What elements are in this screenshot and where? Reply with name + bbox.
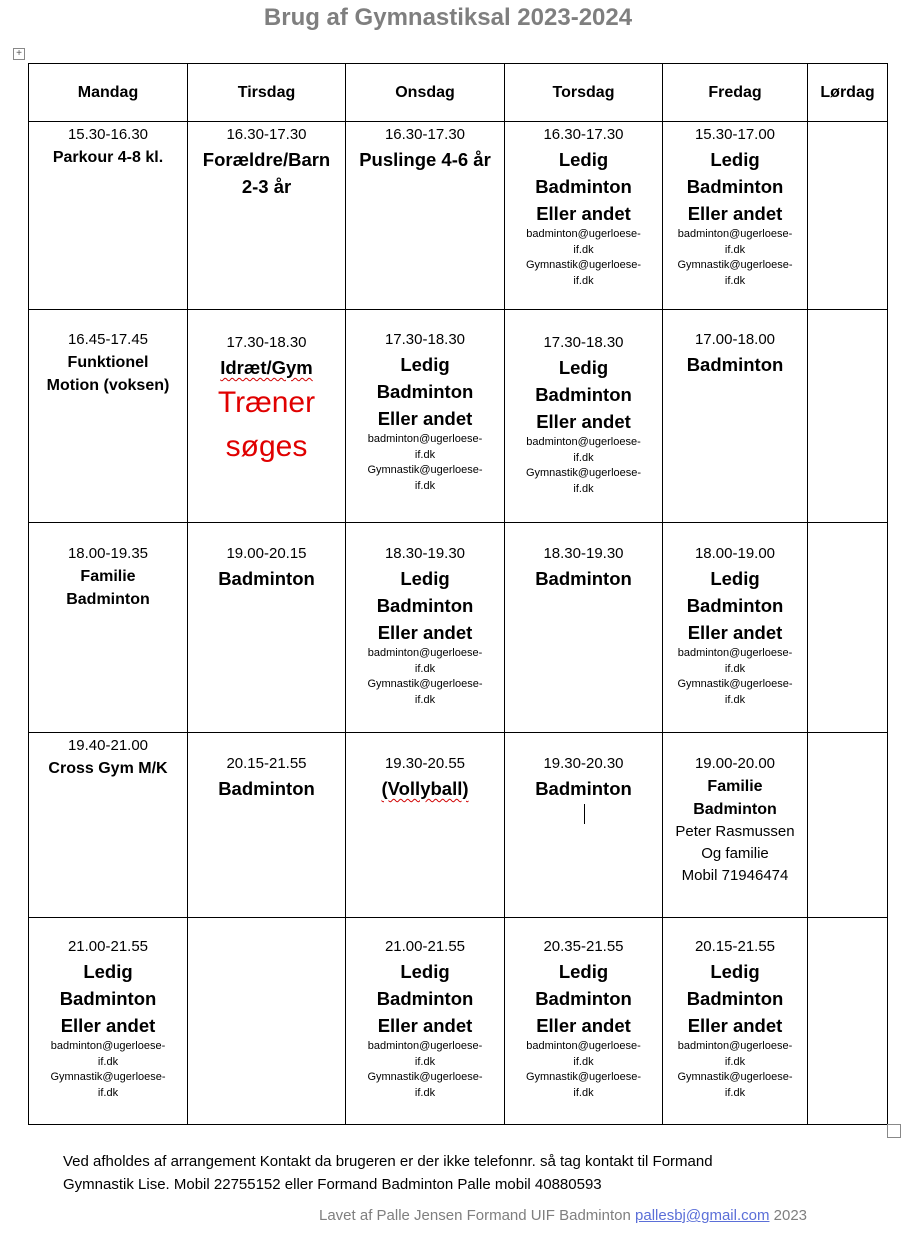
activity-title: Eller andet (687, 1015, 783, 1036)
contact-email: badminton@ugerloese- (526, 228, 641, 240)
activity-title: Eller andet (60, 1015, 156, 1036)
contact-email: Gymnastik@ugerloese- (367, 464, 483, 476)
contact-email: if.dk (724, 243, 746, 256)
activity-label: Cross Gym M/K (48, 760, 168, 777)
table-resize-handle[interactable] (887, 1124, 901, 1138)
activity-title: Eller andet (536, 411, 631, 432)
contact-email: badminton@ugerloese- (526, 1040, 641, 1052)
table-row (29, 523, 888, 733)
time-slot: 18.00-19.35 (67, 545, 149, 562)
schedule-cell-torsdag (505, 122, 663, 310)
schedule-cell-mandag (29, 733, 188, 918)
day-header-fredag: Fredag (663, 64, 808, 122)
schedule-cell-tirsdag (188, 310, 346, 523)
contact-email: if.dk (414, 1086, 436, 1099)
table-row (29, 733, 888, 918)
activity-title: Eller andet (377, 1015, 473, 1036)
activity-title: Eller andet (377, 622, 473, 643)
credit-prefix: Lavet af Palle Jensen Formand UIF Badminton (319, 1207, 631, 1224)
schedule-cell-fredag (663, 733, 808, 918)
schedule-cell-mandag (29, 122, 188, 310)
contact-note: Mobil 71946474 (681, 867, 789, 884)
schedule-cell-torsdag (505, 523, 663, 733)
text-cursor (584, 804, 585, 824)
contact-email: if.dk (573, 1086, 594, 1099)
schedule-cell-onsdag (346, 310, 505, 523)
schedule-cell-mandag (29, 523, 188, 733)
schedule-cell-onsdag (346, 122, 505, 310)
header-row (29, 64, 888, 122)
contact-email: if.dk (97, 1055, 119, 1068)
table-move-handle-icon[interactable]: + (13, 48, 25, 60)
contact-email: badminton@ugerloese- (367, 1040, 483, 1052)
table-row (29, 918, 888, 1125)
activity-title: Ledig (710, 961, 760, 982)
day-header-lordag: Lørdag (808, 64, 888, 122)
schedule-cell-onsdag (346, 918, 505, 1125)
contact-email: Gymnastik@ugerloese- (50, 1071, 166, 1083)
activity-title: Badminton (535, 176, 632, 197)
time-slot: 15.30-16.30 (67, 126, 149, 143)
schedule-cell-lordag (808, 310, 888, 523)
time-slot: 18.00-19.00 (694, 545, 776, 562)
activity-title: Ledig (710, 568, 760, 589)
activity-title: Eller andet (687, 203, 783, 224)
contact-email: if.dk (573, 274, 594, 287)
activity-title: Badminton (376, 381, 474, 402)
schedule-cell-torsdag (505, 733, 663, 918)
time-slot: 21.00-21.55 (384, 938, 466, 955)
contact-email: if.dk (414, 448, 436, 461)
schedule-cell-tirsdag (188, 523, 346, 733)
activity-title: (Vollyball) (381, 778, 469, 799)
credit-year: 2023 (773, 1207, 808, 1224)
activity-label: Familie (707, 778, 763, 795)
schedule-cell-lordag (808, 523, 888, 733)
contact-email: Gymnastik@ugerloese- (677, 1071, 793, 1083)
activity-title: Ledig (558, 961, 609, 982)
contact-email: if.dk (573, 1055, 594, 1068)
day-header-onsdag: Onsdag (346, 64, 505, 122)
day-header-tirsdag: Tirsdag (188, 64, 346, 122)
activity-label: Familie (80, 568, 136, 585)
table-row (29, 310, 888, 523)
activity-title: Badminton (535, 778, 632, 799)
contact-email: Gymnastik@ugerloese- (677, 259, 793, 271)
contact-email: badminton@ugerloese- (367, 433, 483, 445)
schedule-cell-torsdag (505, 310, 663, 523)
contact-email: Gymnastik@ugerloese- (367, 1071, 483, 1083)
contact-email: if.dk (724, 1086, 746, 1099)
credit-email-link[interactable]: pallesbj@gmail.com (635, 1207, 770, 1224)
activity-title: Eller andet (536, 1015, 631, 1036)
trainer-wanted-text: Træner (217, 386, 316, 419)
contact-email: if.dk (573, 243, 594, 256)
activity-label: Badminton (66, 591, 150, 608)
activity-title: Idræt/Gym (220, 357, 313, 378)
activity-title: Ledig (400, 354, 450, 375)
footer-note (63, 1150, 843, 1196)
schedule-cell-tirsdag (188, 918, 346, 1125)
activity-title: Badminton (686, 595, 784, 616)
contact-email: if.dk (414, 479, 436, 492)
time-slot: 16.30-17.30 (384, 126, 466, 143)
schedule-cell-fredag (663, 918, 808, 1125)
contact-email: badminton@ugerloese- (677, 647, 793, 659)
contact-email: if.dk (573, 451, 594, 464)
activity-label: Motion (voksen) (46, 377, 170, 394)
time-slot: 20.15-21.55 (694, 938, 776, 955)
activity-title: Ledig (710, 149, 760, 170)
activity-title: Ledig (558, 149, 609, 170)
time-slot: 19.30-20.55 (384, 755, 466, 772)
schedule-cell-mandag (29, 918, 188, 1125)
contact-email: badminton@ugerloese- (367, 647, 483, 659)
contact-email: Gymnastik@ugerloese- (367, 678, 483, 690)
time-slot: 16.45-17.45 (67, 331, 149, 348)
time-slot: 19.00-20.15 (226, 545, 307, 562)
activity-title: Badminton (686, 354, 784, 375)
trainer-wanted-text: søges (225, 430, 308, 463)
activity-title: 2-3 år (241, 176, 292, 197)
contact-email: if.dk (724, 693, 746, 706)
schedule-table (28, 63, 888, 1125)
time-slot: 20.15-21.55 (226, 755, 307, 772)
time-slot: 19.40-21.00 (67, 737, 149, 754)
time-slot: 19.30-20.30 (543, 755, 624, 772)
activity-title: Badminton (218, 568, 315, 589)
activity-title: Badminton (218, 778, 315, 799)
contact-email: badminton@ugerloese- (677, 1040, 793, 1052)
contact-email: if.dk (414, 1055, 436, 1068)
schedule-cell-fredag (663, 523, 808, 733)
contact-email: if.dk (97, 1086, 119, 1099)
time-slot: 17.30-18.30 (226, 334, 307, 351)
activity-title: Badminton (59, 988, 157, 1009)
time-slot: 17.00-18.00 (694, 331, 776, 348)
activity-title: Badminton (535, 384, 632, 405)
schedule-cell-lordag (808, 733, 888, 918)
activity-title: Badminton (686, 176, 784, 197)
contact-email: if.dk (414, 693, 436, 706)
activity-label: Parkour 4-8 kl. (52, 149, 164, 166)
contact-email: badminton@ugerloese- (526, 436, 641, 448)
time-slot: 19.00-20.00 (694, 755, 776, 772)
activity-title: Badminton (376, 595, 474, 616)
activity-title: Puslinge 4-6 år (359, 149, 491, 170)
activity-title: Ledig (558, 357, 609, 378)
schedule-cell-tirsdag (188, 122, 346, 310)
contact-email: if.dk (724, 1055, 746, 1068)
time-slot: 16.30-17.30 (226, 126, 307, 143)
page-title: Brug af Gymnastiksal 2023-2024 (263, 4, 633, 31)
activity-title: Forældre/Barn (202, 149, 331, 170)
time-slot: 21.00-21.55 (67, 938, 149, 955)
time-slot: 18.30-19.30 (543, 545, 624, 562)
contact-email: Gymnastik@ugerloese- (525, 467, 642, 479)
schedule-cell-lordag (808, 122, 888, 310)
contact-note: Og familie (701, 845, 769, 862)
activity-title: Badminton (376, 988, 474, 1009)
schedule-cell-fredag (663, 310, 808, 523)
contact-note: Peter Rasmussen (675, 823, 795, 840)
activity-title: Badminton (686, 988, 784, 1009)
contact-email: if.dk (724, 662, 746, 675)
schedule-cell-mandag (29, 310, 188, 523)
day-header-mandag: Mandag (29, 64, 188, 122)
day-header-torsdag: Torsdag (505, 64, 663, 122)
activity-title: Badminton (535, 988, 632, 1009)
activity-title: Ledig (400, 961, 450, 982)
activity-title: Eller andet (536, 203, 631, 224)
schedule-cell-torsdag (505, 918, 663, 1125)
time-slot: 18.30-19.30 (384, 545, 466, 562)
contact-email: Gymnastik@ugerloese- (525, 259, 642, 271)
time-slot: 15.30-17.00 (694, 126, 776, 143)
activity-title: Eller andet (377, 408, 473, 429)
schedule-cell-tirsdag (188, 733, 346, 918)
contact-email: Gymnastik@ugerloese- (525, 1071, 642, 1083)
time-slot: 20.35-21.55 (543, 938, 624, 955)
schedule-cell-lordag (808, 918, 888, 1125)
contact-email: if.dk (724, 274, 746, 287)
activity-title: Eller andet (687, 622, 783, 643)
activity-title: Badminton (535, 568, 632, 589)
contact-email: if.dk (414, 662, 436, 675)
activity-label: Funktionel (67, 354, 149, 371)
table-row (29, 122, 888, 310)
time-slot: 17.30-18.30 (543, 334, 624, 351)
contact-email: Gymnastik@ugerloese- (677, 678, 793, 690)
contact-email: if.dk (573, 482, 594, 495)
contact-email: badminton@ugerloese- (677, 228, 793, 240)
contact-email: badminton@ugerloese- (50, 1040, 166, 1052)
schedule-cell-onsdag (346, 733, 505, 918)
schedule-cell-onsdag (346, 523, 505, 733)
credit-line (319, 1207, 807, 1224)
time-slot: 16.30-17.30 (543, 126, 624, 143)
schedule-cell-fredag (663, 122, 808, 310)
activity-label: Badminton (693, 801, 777, 818)
time-slot: 17.30-18.30 (384, 331, 466, 348)
footer-line-1: Ved afholdes af arrangement Kontakt da brugeren er der ikke telefonnr. så tag kontakt til Formand (63, 1153, 713, 1170)
footer-line-2: Gymnastik Lise. Mobil 22755152 eller Formand Badminton Palle mobil 40880593 (63, 1176, 602, 1193)
activity-title: Ledig (83, 961, 133, 982)
activity-title: Ledig (400, 568, 450, 589)
